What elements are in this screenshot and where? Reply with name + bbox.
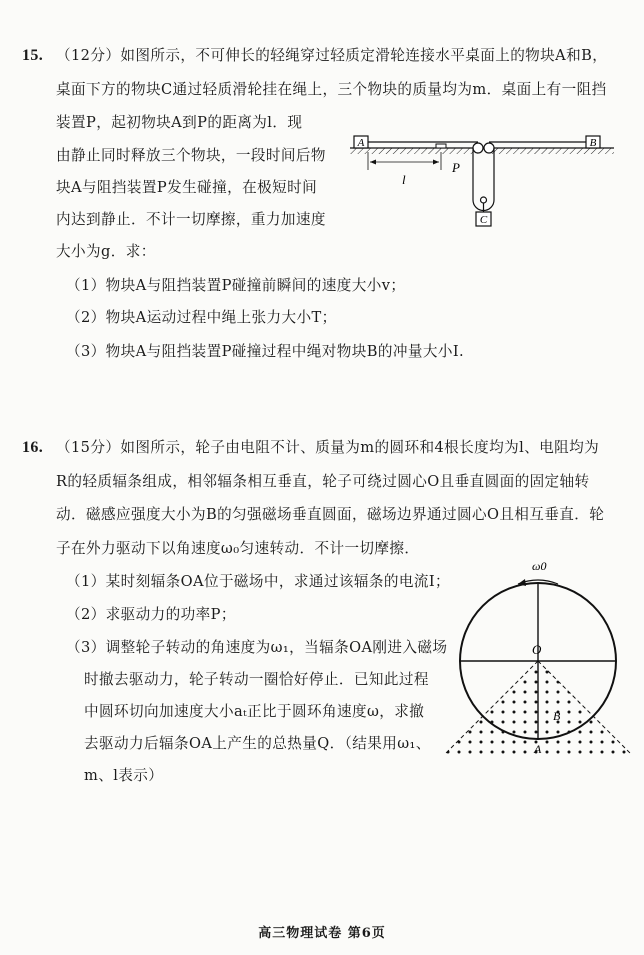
field-dot (513, 691, 516, 694)
field-dot (579, 751, 582, 754)
block-a-label: A (357, 137, 365, 149)
field-dot (535, 731, 538, 734)
field-dot (579, 721, 582, 724)
q16-part-3: （3）调整轮子转动的角速度为ω₁，当辐条OA刚进入磁场 (66, 639, 448, 656)
field-dot (557, 731, 560, 734)
field-dot (601, 741, 604, 744)
q16-line-2: R的轻质辐条组成，相邻辐条相互垂直，轮子可绕过圆心O且垂直圆面的固定轴转 (56, 473, 590, 490)
q15-line-2: 桌面下方的物块C通过轻质滑轮挂在绳上，三个物块的质量均为m．桌面上有一阻挡 (56, 81, 607, 98)
field-dot (601, 721, 604, 724)
field-dot (546, 681, 549, 684)
field-dot (546, 701, 549, 704)
q16-line-4: 子在外力驱动下以角速度ω₀匀速转动．不计一切摩擦． (56, 540, 420, 557)
field-b-label: B (553, 709, 561, 723)
field-dot (458, 721, 461, 724)
field-dot (491, 671, 494, 674)
field-boundary-right (538, 661, 630, 753)
field-dot (612, 731, 615, 734)
field-dot (524, 691, 527, 694)
field-dot (447, 721, 450, 724)
q15-line-5: 块A与阻挡装置P发生碰撞，在极短时间 (56, 179, 318, 196)
field-dot (491, 741, 494, 744)
block-c-label: C (479, 214, 488, 226)
q16-part-3-cont-3: 去驱动力后辐条OA上产生的总热量Q．（结果用ω₁、 (84, 735, 431, 752)
field-dot (590, 671, 593, 674)
field-dot (469, 751, 472, 754)
field-dot (491, 711, 494, 714)
field-dot (524, 711, 527, 714)
field-dot (623, 691, 626, 694)
field-dot (491, 701, 494, 704)
field-dot (546, 751, 549, 754)
field-dot (612, 671, 615, 674)
field-dot (623, 681, 626, 684)
q16-part-3-cont-4: m、l表示） (84, 767, 164, 784)
field-dot (502, 741, 505, 744)
pulley-right (484, 143, 494, 153)
field-dot (458, 701, 461, 704)
field-dot (579, 711, 582, 714)
field-dot (546, 711, 549, 714)
field-dot (612, 711, 615, 714)
pulley-left (473, 143, 483, 153)
field-dot (491, 731, 494, 734)
field-dot (513, 721, 516, 724)
q15-line-4: 由静止同时释放三个物块，一段时间后物 (56, 147, 326, 164)
field-dot (480, 671, 483, 674)
field-dot (447, 691, 450, 694)
field-dot (590, 741, 593, 744)
stopper-p (436, 144, 446, 148)
q16-line-3: 动．磁感应强度大小为B的匀强磁场垂直圆面，磁场边界通过圆心O且相互垂直．轮 (56, 506, 605, 523)
field-dot (469, 731, 472, 734)
field-dot (535, 721, 538, 724)
omega-label: ω0 (532, 559, 547, 573)
field-dot (458, 711, 461, 714)
field-dot (513, 711, 516, 714)
field-dot (546, 691, 549, 694)
field-dot (623, 741, 626, 744)
q16-part-3-cont-1: 时撤去驱动力，轮子转动一圈恰好停止．已知此过程 (84, 671, 429, 688)
field-boundary-left (446, 661, 538, 753)
field-dot (480, 751, 483, 754)
field-dot (557, 671, 560, 674)
field-dot (447, 671, 450, 674)
field-dot (601, 731, 604, 734)
field-dot (458, 681, 461, 684)
field-dot (557, 741, 560, 744)
field-dot (579, 701, 582, 704)
field-dot (590, 751, 593, 754)
field-dot (623, 701, 626, 704)
field-dot (590, 721, 593, 724)
field-dot (524, 701, 527, 704)
q15-figure (348, 128, 618, 238)
field-dot (535, 671, 538, 674)
q15-line-7: 大小为g．求： (56, 243, 156, 260)
distance-l-label: l (402, 172, 406, 187)
field-dot (568, 691, 571, 694)
center-o-label: O (532, 642, 542, 657)
page-footer: 高三物理试卷 第6页 (258, 926, 386, 941)
field-dot (480, 731, 483, 734)
q15-part-2: （2）物块A运动过程中绳上张力大小T； (66, 309, 337, 326)
field-dot (568, 711, 571, 714)
field-dot (568, 741, 571, 744)
field-dot (601, 751, 604, 754)
field-dot (524, 741, 527, 744)
field-dot (623, 671, 626, 674)
field-dot (568, 751, 571, 754)
field-dot (447, 741, 450, 744)
field-dot (546, 721, 549, 724)
field-dot (469, 721, 472, 724)
field-dot (447, 681, 450, 684)
field-dot (535, 681, 538, 684)
q16-part-1: （1）某时刻辐条OA位于磁场中，求通过该辐条的电流I； (66, 573, 451, 590)
field-dot (590, 711, 593, 714)
field-dot (491, 751, 494, 754)
field-dot (513, 751, 516, 754)
field-dot (579, 741, 582, 744)
field-dot (491, 681, 494, 684)
field-dot (535, 701, 538, 704)
field-dot (612, 741, 615, 744)
field-dot (469, 741, 472, 744)
table-left (350, 148, 478, 154)
field-dot (623, 711, 626, 714)
field-dot (568, 721, 571, 724)
field-dot (590, 681, 593, 684)
field-dot (535, 711, 538, 714)
field-dot (601, 691, 604, 694)
field-dot (469, 691, 472, 694)
field-dot (524, 751, 527, 754)
field-dot (458, 731, 461, 734)
q15-part-1: （1）物块A与阻挡装置P碰撞前瞬间的速度大小v； (66, 277, 406, 294)
field-dot (546, 731, 549, 734)
stopper-p-label: P (452, 160, 460, 175)
field-dot (502, 701, 505, 704)
field-dot (469, 671, 472, 674)
field-dot (612, 691, 615, 694)
field-dot (601, 671, 604, 674)
q15-number: 15. (22, 47, 44, 64)
field-dot (579, 671, 582, 674)
field-dot (480, 681, 483, 684)
field-dot (590, 731, 593, 734)
field-dot (480, 691, 483, 694)
field-dot (601, 681, 604, 684)
field-dot (502, 681, 505, 684)
field-dot (612, 701, 615, 704)
field-dot (568, 701, 571, 704)
field-dot (480, 721, 483, 724)
q15-line-6: 内达到静止．不计一切摩擦，重力加速度 (56, 211, 326, 228)
field-dot (612, 721, 615, 724)
field-dot (557, 691, 560, 694)
field-dot (480, 701, 483, 704)
field-dot (447, 701, 450, 704)
field-dot (513, 701, 516, 704)
field-dot (590, 701, 593, 704)
field-dot (579, 681, 582, 684)
field-dot (458, 751, 461, 754)
field-dot (568, 671, 571, 674)
field-dot (480, 741, 483, 744)
field-dot (469, 681, 472, 684)
field-dot (502, 751, 505, 754)
field-dot (568, 681, 571, 684)
q15-part-3: （3）物块A与阻挡装置P碰撞过程中绳对物块B的冲量大小I. (66, 343, 465, 360)
field-dot (623, 721, 626, 724)
q15-line-1: （12分）如图所示，不可伸长的轻绳穿过轻质定滑轮连接水平桌面上的物块A和B， (56, 47, 608, 64)
field-dot (623, 731, 626, 734)
field-dot (502, 671, 505, 674)
field-dot (502, 711, 505, 714)
field-dot (524, 671, 527, 674)
field-dot (579, 691, 582, 694)
field-dot (502, 691, 505, 694)
pulley-bottom (481, 197, 487, 203)
field-dot (524, 721, 527, 724)
q16-figure (440, 548, 630, 758)
q16-part-3-cont-2: 中圆环切向加速度大小aₜ正比于圆环角速度ω，求撤 (84, 703, 425, 720)
q16-line-1: （15分）如图所示，轮子由电阻不计、质量为m的圆环和4根长度均为l、电阻均为 (56, 439, 600, 456)
field-dot (623, 751, 626, 754)
field-dot (524, 731, 527, 734)
field-dot (502, 721, 505, 724)
q16-part-2: （2）求驱动力的功率P； (66, 606, 236, 623)
field-dot (535, 691, 538, 694)
field-dot (601, 711, 604, 714)
field-dot (513, 671, 516, 674)
field-dot (524, 681, 527, 684)
field-dot (447, 711, 450, 714)
field-dot (579, 731, 582, 734)
field-dot (612, 751, 615, 754)
field-dot (513, 731, 516, 734)
field-dot (447, 731, 450, 734)
field-dot (458, 691, 461, 694)
block-b-label: B (589, 137, 597, 149)
field-dot (491, 691, 494, 694)
q15-line-3: 装置P，起初物块A到P的距离为l．现 (56, 114, 303, 131)
field-dot (513, 681, 516, 684)
field-dot (469, 711, 472, 714)
field-dot (590, 691, 593, 694)
field-dot (557, 701, 560, 704)
field-dot (513, 741, 516, 744)
field-dot (557, 751, 560, 754)
q16-number: 16. (22, 439, 44, 456)
field-dot (546, 741, 549, 744)
point-a-label: A (534, 742, 542, 756)
